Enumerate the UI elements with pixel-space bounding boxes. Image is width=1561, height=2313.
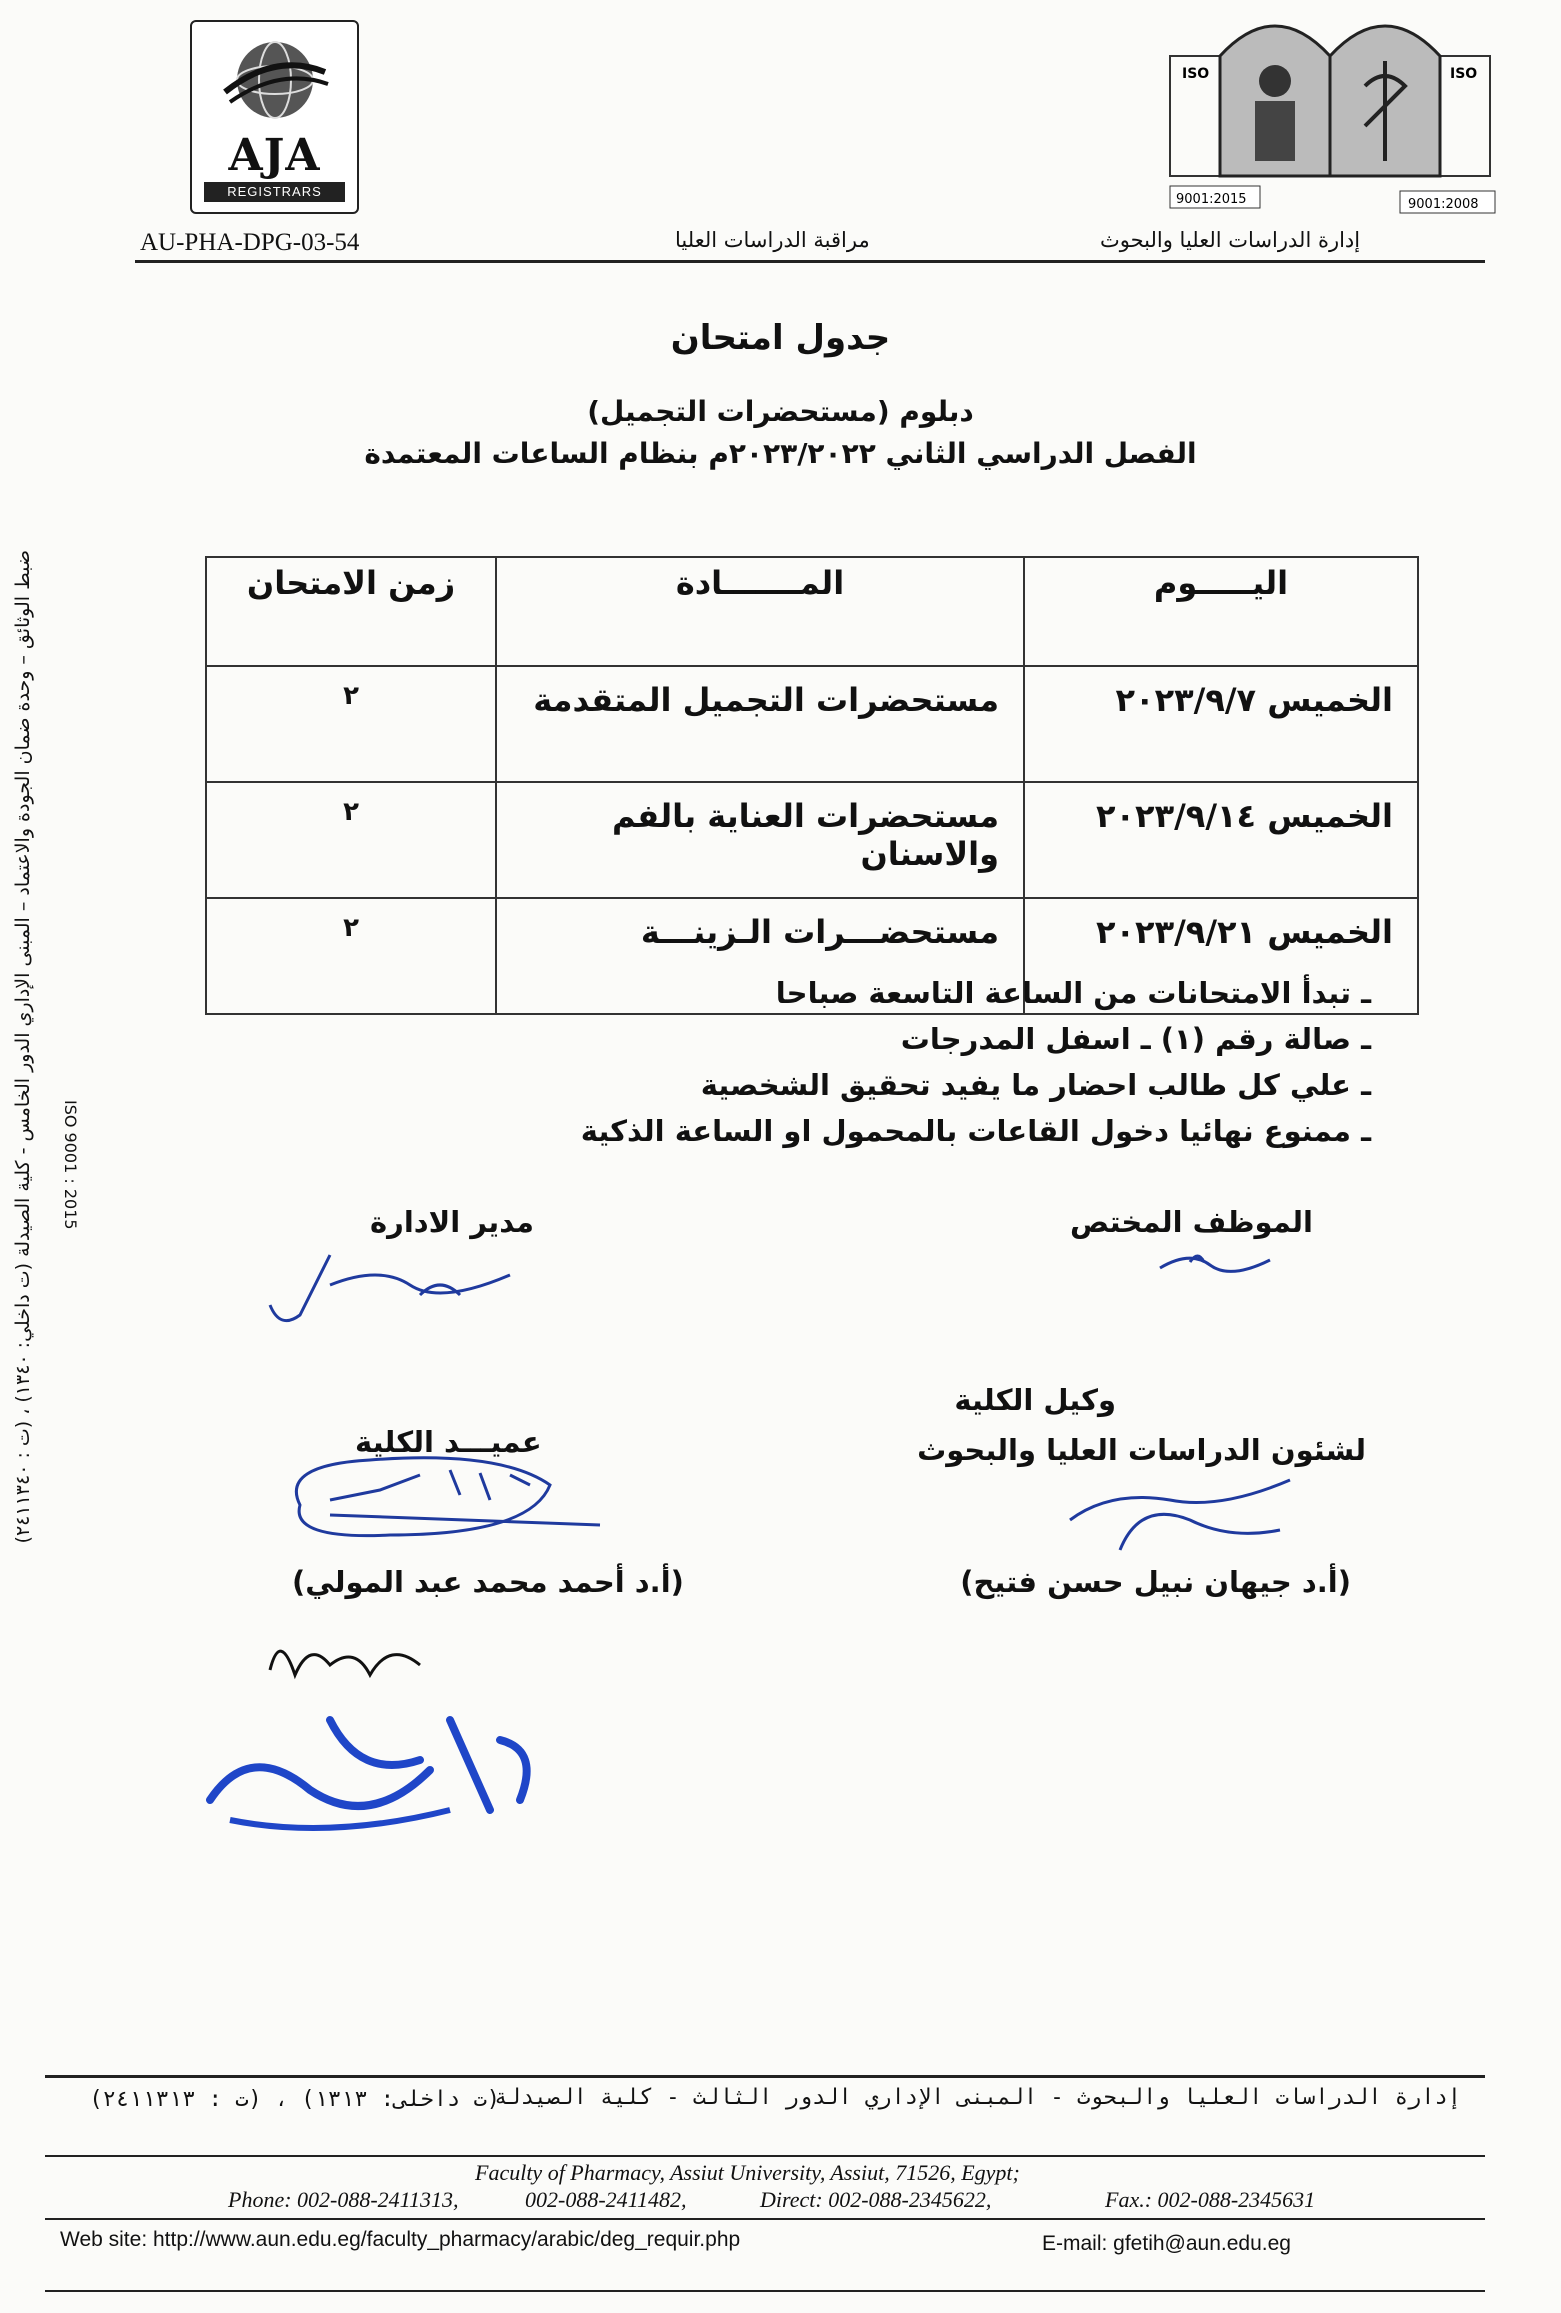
- university-seal-logo: [1160, 6, 1500, 226]
- footer-phone: Phone: 002-088-2411313,: [228, 2187, 459, 2212]
- exam-duration: ٢: [206, 666, 496, 782]
- column-header-day: اليـــــوم: [1024, 557, 1418, 666]
- vice-dean-subtitle: لشئون الدراسات العليا والبحوث: [917, 1433, 1366, 1467]
- vice-dean-signature: [1050, 1460, 1310, 1570]
- note-item: ـ صالة رقم (١) ـ اسفل المدرجات: [900, 1022, 1371, 1056]
- iso-cert-2008: 9001:2008: [1408, 197, 1479, 212]
- exam-notes: [471, 970, 1371, 1154]
- exam-duration: ٢: [206, 898, 496, 1014]
- dean-signature: [270, 1445, 630, 1555]
- exam-schedule-table: [205, 556, 1419, 1015]
- footer-email-link[interactable]: E-mail: gfetih@aun.edu.eg: [1042, 2232, 1291, 2255]
- iso-cert-2015: 9001:2015: [1176, 192, 1247, 207]
- footer-phone-2: 002-088-2411482,: [525, 2187, 687, 2212]
- table-row: [206, 666, 1418, 782]
- dean-name: (أ.د أحمد محمد عبد المولي): [292, 1565, 684, 1599]
- footer-divider: [45, 2218, 1485, 2220]
- semester-title: الفصل الدراسي الثاني ٢٠٢٣/٢٠٢٢م بنظام الساعات المعتمدة: [364, 437, 1197, 470]
- exam-day: الخميس ٢٠٢٣/٩/٢١: [1024, 898, 1418, 1014]
- exam-duration: ٢: [206, 782, 496, 898]
- footer-divider: [45, 2155, 1485, 2157]
- employee-signature: [1150, 1240, 1290, 1280]
- footer-divider: [45, 2290, 1485, 2292]
- exam-day: الخميس ٢٠٢٣/٩/١٤: [1024, 782, 1418, 898]
- footer-fax: Fax.: 002-088-2345631: [1105, 2187, 1316, 2212]
- side-iso-text: ISO 9001 : 2015: [61, 1100, 80, 1230]
- header-department-right: إدارة الدراسات العليا والبحوث: [1100, 228, 1361, 252]
- employee-label: الموظف المختص: [1070, 1205, 1313, 1239]
- header-department-center: مراقبة الدراسات العليا: [675, 228, 870, 252]
- table-header-row: [206, 557, 1418, 666]
- admin-manager-label: مدير الادارة: [370, 1205, 534, 1239]
- footer-direct: Direct: 002-088-2345622,: [760, 2187, 992, 2212]
- exam-day: الخميس ٢٠٢٣/٩/٧: [1024, 666, 1418, 782]
- exam-subject: مستحضرات التجميل المتقدمة: [496, 666, 1024, 782]
- vice-dean-title: وكيل الكلية: [954, 1383, 1116, 1417]
- aja-registrars-logo: [190, 20, 359, 214]
- column-header-subject: المـــــــادة: [496, 557, 1024, 666]
- aja-logo-text: AJA: [228, 130, 321, 181]
- iso-label-left: ISO: [1182, 66, 1210, 82]
- document-code: AU-PHA-DPG-03-54: [140, 229, 360, 256]
- vice-dean-name: (أ.د جيهان نبيل حسن فتيح): [960, 1565, 1351, 1599]
- table-row: [206, 782, 1418, 898]
- footer-website-link[interactable]: Web site: http://www.aun.edu.eg/faculty_pharmacy/arabic/deg_requir.php: [60, 2228, 741, 2251]
- footer-arabic-phone: (ت داخلى: ١٣١٣) ، (ت : ٢٤١١٣١٣): [89, 2087, 500, 2112]
- iso-label-right: ISO: [1450, 66, 1478, 82]
- admin-manager-signature: [260, 1245, 540, 1335]
- exam-subject: مستحضـــرات الـزينـــة: [496, 898, 1024, 1014]
- globe-icon: [220, 32, 330, 127]
- footer-address: Faculty of Pharmacy, Assiut University, Assiut, 71526, Egypt;: [475, 2160, 1020, 2185]
- exam-subject: مستحضرات العناية بالفم والاسنان: [496, 782, 1024, 898]
- note-item: ـ تبدأ الامتحانات من الساعة التاسعة صباحا: [775, 976, 1371, 1010]
- dean-title: عميـــد الكلية: [355, 1425, 542, 1459]
- footer-arabic-address: إدارة الدراسات العليا والبحوث - المبنى الإداري الدور الثالث - كلية الصيدلة: [494, 2085, 1461, 2110]
- program-title: دبلوم (مستحضرات التجميل): [587, 395, 974, 428]
- stamp-signature: [190, 1680, 560, 1850]
- side-document-control-text: ضبط الوثائق – وحدة ضمان الجودة والاعتماد – المبنى الإداري الدور الخامس - كلية الصيدلة (ت داخلي: ١٣٤٠) ، (ت : ٢٤١١٣٤٠): [12, 550, 34, 1544]
- header-divider: [135, 260, 1485, 263]
- note-item: ـ علي كل طالب احضار ما يفيد تحقيق الشخصية: [700, 1068, 1371, 1102]
- aja-logo-band: REGISTRARS: [204, 182, 345, 202]
- main-title: جدول امتحان: [670, 318, 891, 358]
- footer-divider: [45, 2075, 1485, 2078]
- column-header-duration: زمن الامتحان: [206, 557, 496, 666]
- note-item: ـ ممنوع نهائيا دخول القاعات بالمحمول او الساعة الذكية: [580, 1114, 1371, 1148]
